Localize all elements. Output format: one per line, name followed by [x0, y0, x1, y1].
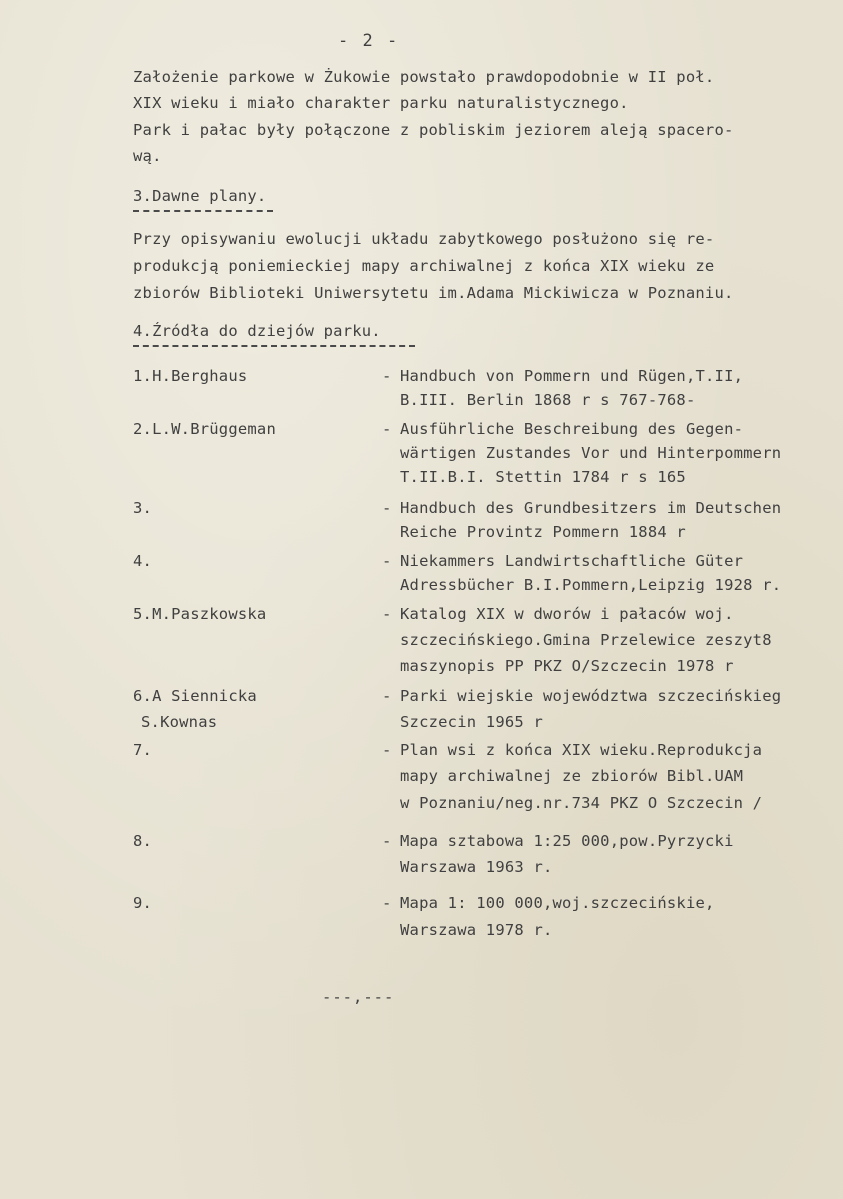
source-4-number: 4. — [133, 552, 153, 570]
section-4-underline — [133, 345, 415, 347]
source-7-number: 7. — [133, 741, 153, 759]
source-1-line-1: Handbuch von Pommern und Rügen,T.II, — [400, 367, 744, 385]
source-8-line-1: Mapa sztabowa 1:25 000,pow.Pyrzycki — [400, 832, 734, 850]
section-3-line-2: produkcją poniemieckiej mapy archiwalnej z końca XIX wieku ze — [133, 257, 715, 275]
source-8-line-2: Warszawa 1963 r. — [400, 858, 553, 876]
source-9-dash: - — [382, 894, 392, 912]
intro-line-3: Park i pałac były połączone z pobliskim jeziorem aleją spacero- — [133, 121, 734, 139]
source-8-number: 8. — [133, 832, 153, 850]
source-5-dash: - — [382, 605, 392, 623]
section-3-underline — [133, 210, 273, 212]
source-2-line-2: wärtigen Zustandes Vor und Hinterpommern — [400, 444, 782, 462]
source-4-line-1: Niekammers Landwirtschaftliche Güter — [400, 552, 744, 570]
source-9-line-1: Mapa 1: 100 000,woj.szczecińskie, — [400, 894, 715, 912]
source-2-line-3: T.II.B.I. Stettin 1784 r s 165 — [400, 468, 686, 486]
source-7-line-1: Plan wsi z końca XIX wieku.Reprodukcja — [400, 741, 763, 759]
source-3-number: 3. — [133, 499, 153, 517]
source-3-dash: - — [382, 499, 392, 517]
source-5-line-2: szczecińskiego.Gmina Przelewice zeszyt8 — [400, 631, 772, 649]
source-6-dash: - — [382, 687, 392, 705]
intro-line-2: XIX wieku i miało charakter parku naturalistycznego. — [133, 94, 629, 112]
source-6-author-2: S.Kownas — [141, 713, 218, 731]
source-4-line-2: Adressbücher B.I.Pommern,Leipzig 1928 r. — [400, 576, 782, 594]
source-2-dash: - — [382, 420, 392, 438]
source-6-line-1: Parki wiejskie województwa szczecińskieg — [400, 687, 782, 705]
section-3-heading: 3.Dawne plany. — [133, 187, 267, 205]
section-3-line-3: zbiorów Biblioteki Uniwersytetu im.Adama Mickiwicza w Poznaniu. — [133, 284, 734, 302]
closing-mark: ---,--- — [322, 988, 395, 1006]
source-1-dash: - — [382, 367, 392, 385]
source-5-line-1: Katalog XIX w dworów i pałaców woj. — [400, 605, 734, 623]
source-2-author: 2.L.W.Brüggeman — [133, 420, 276, 438]
intro-line-4: wą. — [133, 147, 162, 165]
source-4-dash: - — [382, 552, 392, 570]
source-6-line-2: Szczecin 1965 r — [400, 713, 543, 731]
source-5-author: 5.M.Paszkowska — [133, 605, 267, 623]
source-7-dash: - — [382, 741, 392, 759]
page-number: - 2 - — [338, 31, 400, 51]
source-9-line-2: Warszawa 1978 r. — [400, 921, 553, 939]
source-9-number: 9. — [133, 894, 153, 912]
source-1-line-2: B.III. Berlin 1868 r s 767-768- — [400, 391, 696, 409]
source-1-author: 1.H.Berghaus — [133, 367, 248, 385]
section-3-line-1: Przy opisywaniu ewolucji układu zabytkowego posłużono się re- — [133, 230, 715, 248]
source-5-line-3: maszynopis PP PKZ O/Szczecin 1978 r — [400, 657, 734, 675]
source-2-line-1: Ausführliche Beschreibung des Gegen- — [400, 420, 744, 438]
source-7-line-2: mapy archiwalnej ze zbiorów Bibl.UAM — [400, 767, 744, 785]
intro-line-1: Założenie parkowe w Żukowie powstało prawdopodobnie w II poł. — [133, 68, 715, 86]
source-3-line-1: Handbuch des Grundbesitzers im Deutschen — [400, 499, 782, 517]
source-8-dash: - — [382, 832, 392, 850]
source-7-line-3: w Poznaniu/neg.nr.734 PKZ O Szczecin / — [400, 794, 763, 812]
source-6-author-1: 6.A Siennicka — [133, 687, 257, 705]
source-3-line-2: Reiche Provintz Pommern 1884 r — [400, 523, 686, 541]
section-4-heading: 4.Źródła do dziejów parku. — [133, 322, 381, 340]
